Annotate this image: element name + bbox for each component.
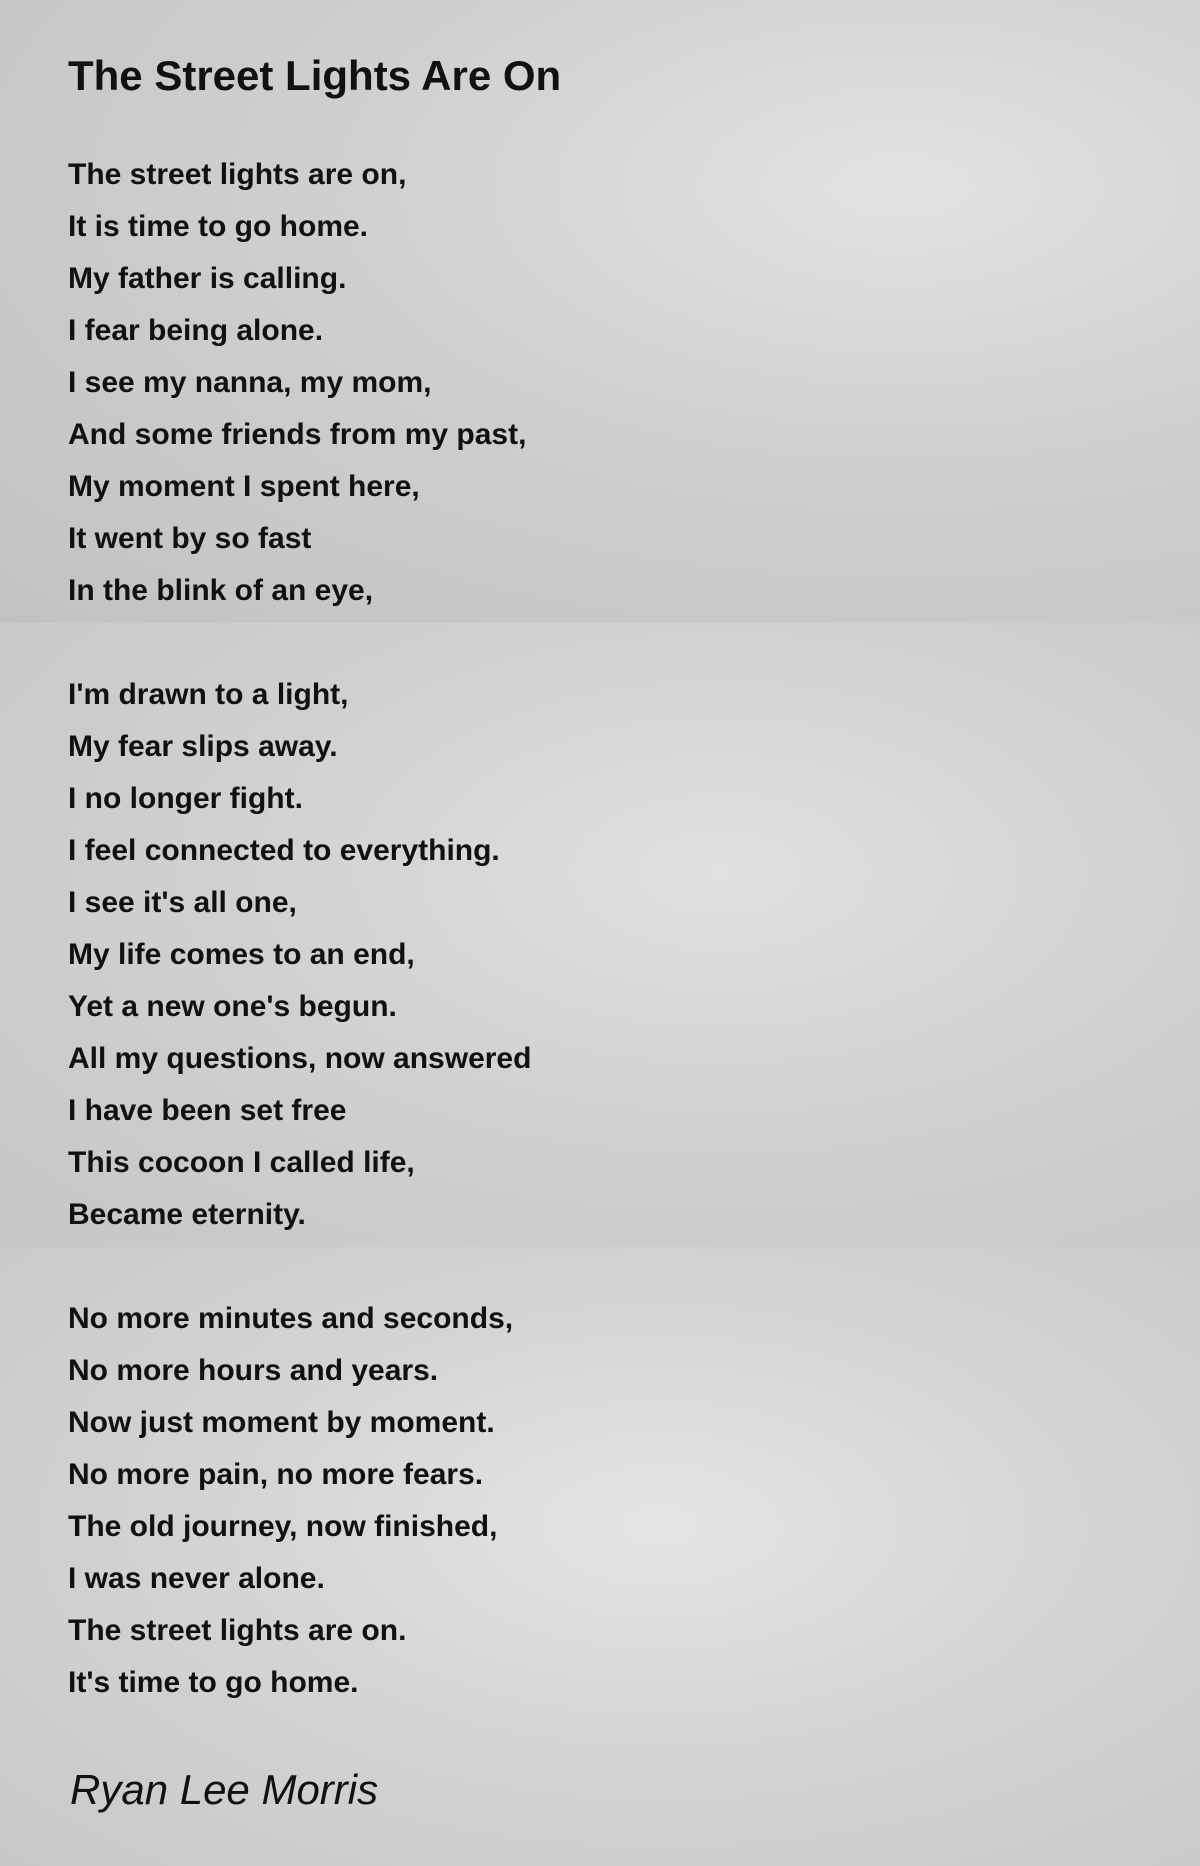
poem-line: I feel connected to everything. xyxy=(68,834,500,867)
poem-line: It's time to go home. xyxy=(68,1666,359,1699)
poem-line: It went by so fast xyxy=(68,522,312,555)
poem-line: Became eternity. xyxy=(68,1198,306,1231)
poem-line: The street lights are on, xyxy=(68,158,407,191)
poem-line: I'm drawn to a light, xyxy=(68,678,349,711)
poem-line: Yet a new one's begun. xyxy=(68,990,397,1023)
stanza-2 xyxy=(68,669,531,1241)
poem-line: I have been set free xyxy=(68,1094,347,1127)
stanza-3 xyxy=(68,1293,513,1709)
poem-line: This cocoon I called life, xyxy=(68,1146,415,1179)
poem-line: The old journey, now finished, xyxy=(68,1510,498,1543)
poem-line: No more hours and years. xyxy=(68,1354,439,1387)
poem-line: I fear being alone. xyxy=(68,314,324,347)
poem-line: I see it's all one, xyxy=(68,886,297,919)
poem-line: No more minutes and seconds, xyxy=(68,1302,514,1335)
poem-line: It is time to go home. xyxy=(68,210,369,243)
poem-line: The street lights are on. xyxy=(68,1614,407,1647)
poem-line: And some friends from my past, xyxy=(68,418,527,451)
poem-line: My moment I spent here, xyxy=(68,470,420,503)
poem-author: Ryan Lee Morris xyxy=(70,1766,379,1813)
poem-line: I no longer fight. xyxy=(68,782,303,815)
poem-line: My father is calling. xyxy=(68,262,347,295)
poem-line: My life comes to an end, xyxy=(68,938,415,971)
stanza-1 xyxy=(68,149,526,617)
poem-line: No more pain, no more fears. xyxy=(68,1458,484,1491)
poem-title: The Street Lights Are On xyxy=(68,52,562,99)
poem-line: I see my nanna, my mom, xyxy=(68,366,432,399)
poem-line: I was never alone. xyxy=(68,1562,325,1595)
poem-line: All my questions, now answered xyxy=(68,1042,532,1075)
poem-line: In the blink of an eye, xyxy=(68,574,374,607)
poem-line: My fear slips away. xyxy=(68,730,338,763)
poem-line: Now just moment by moment. xyxy=(68,1406,495,1439)
